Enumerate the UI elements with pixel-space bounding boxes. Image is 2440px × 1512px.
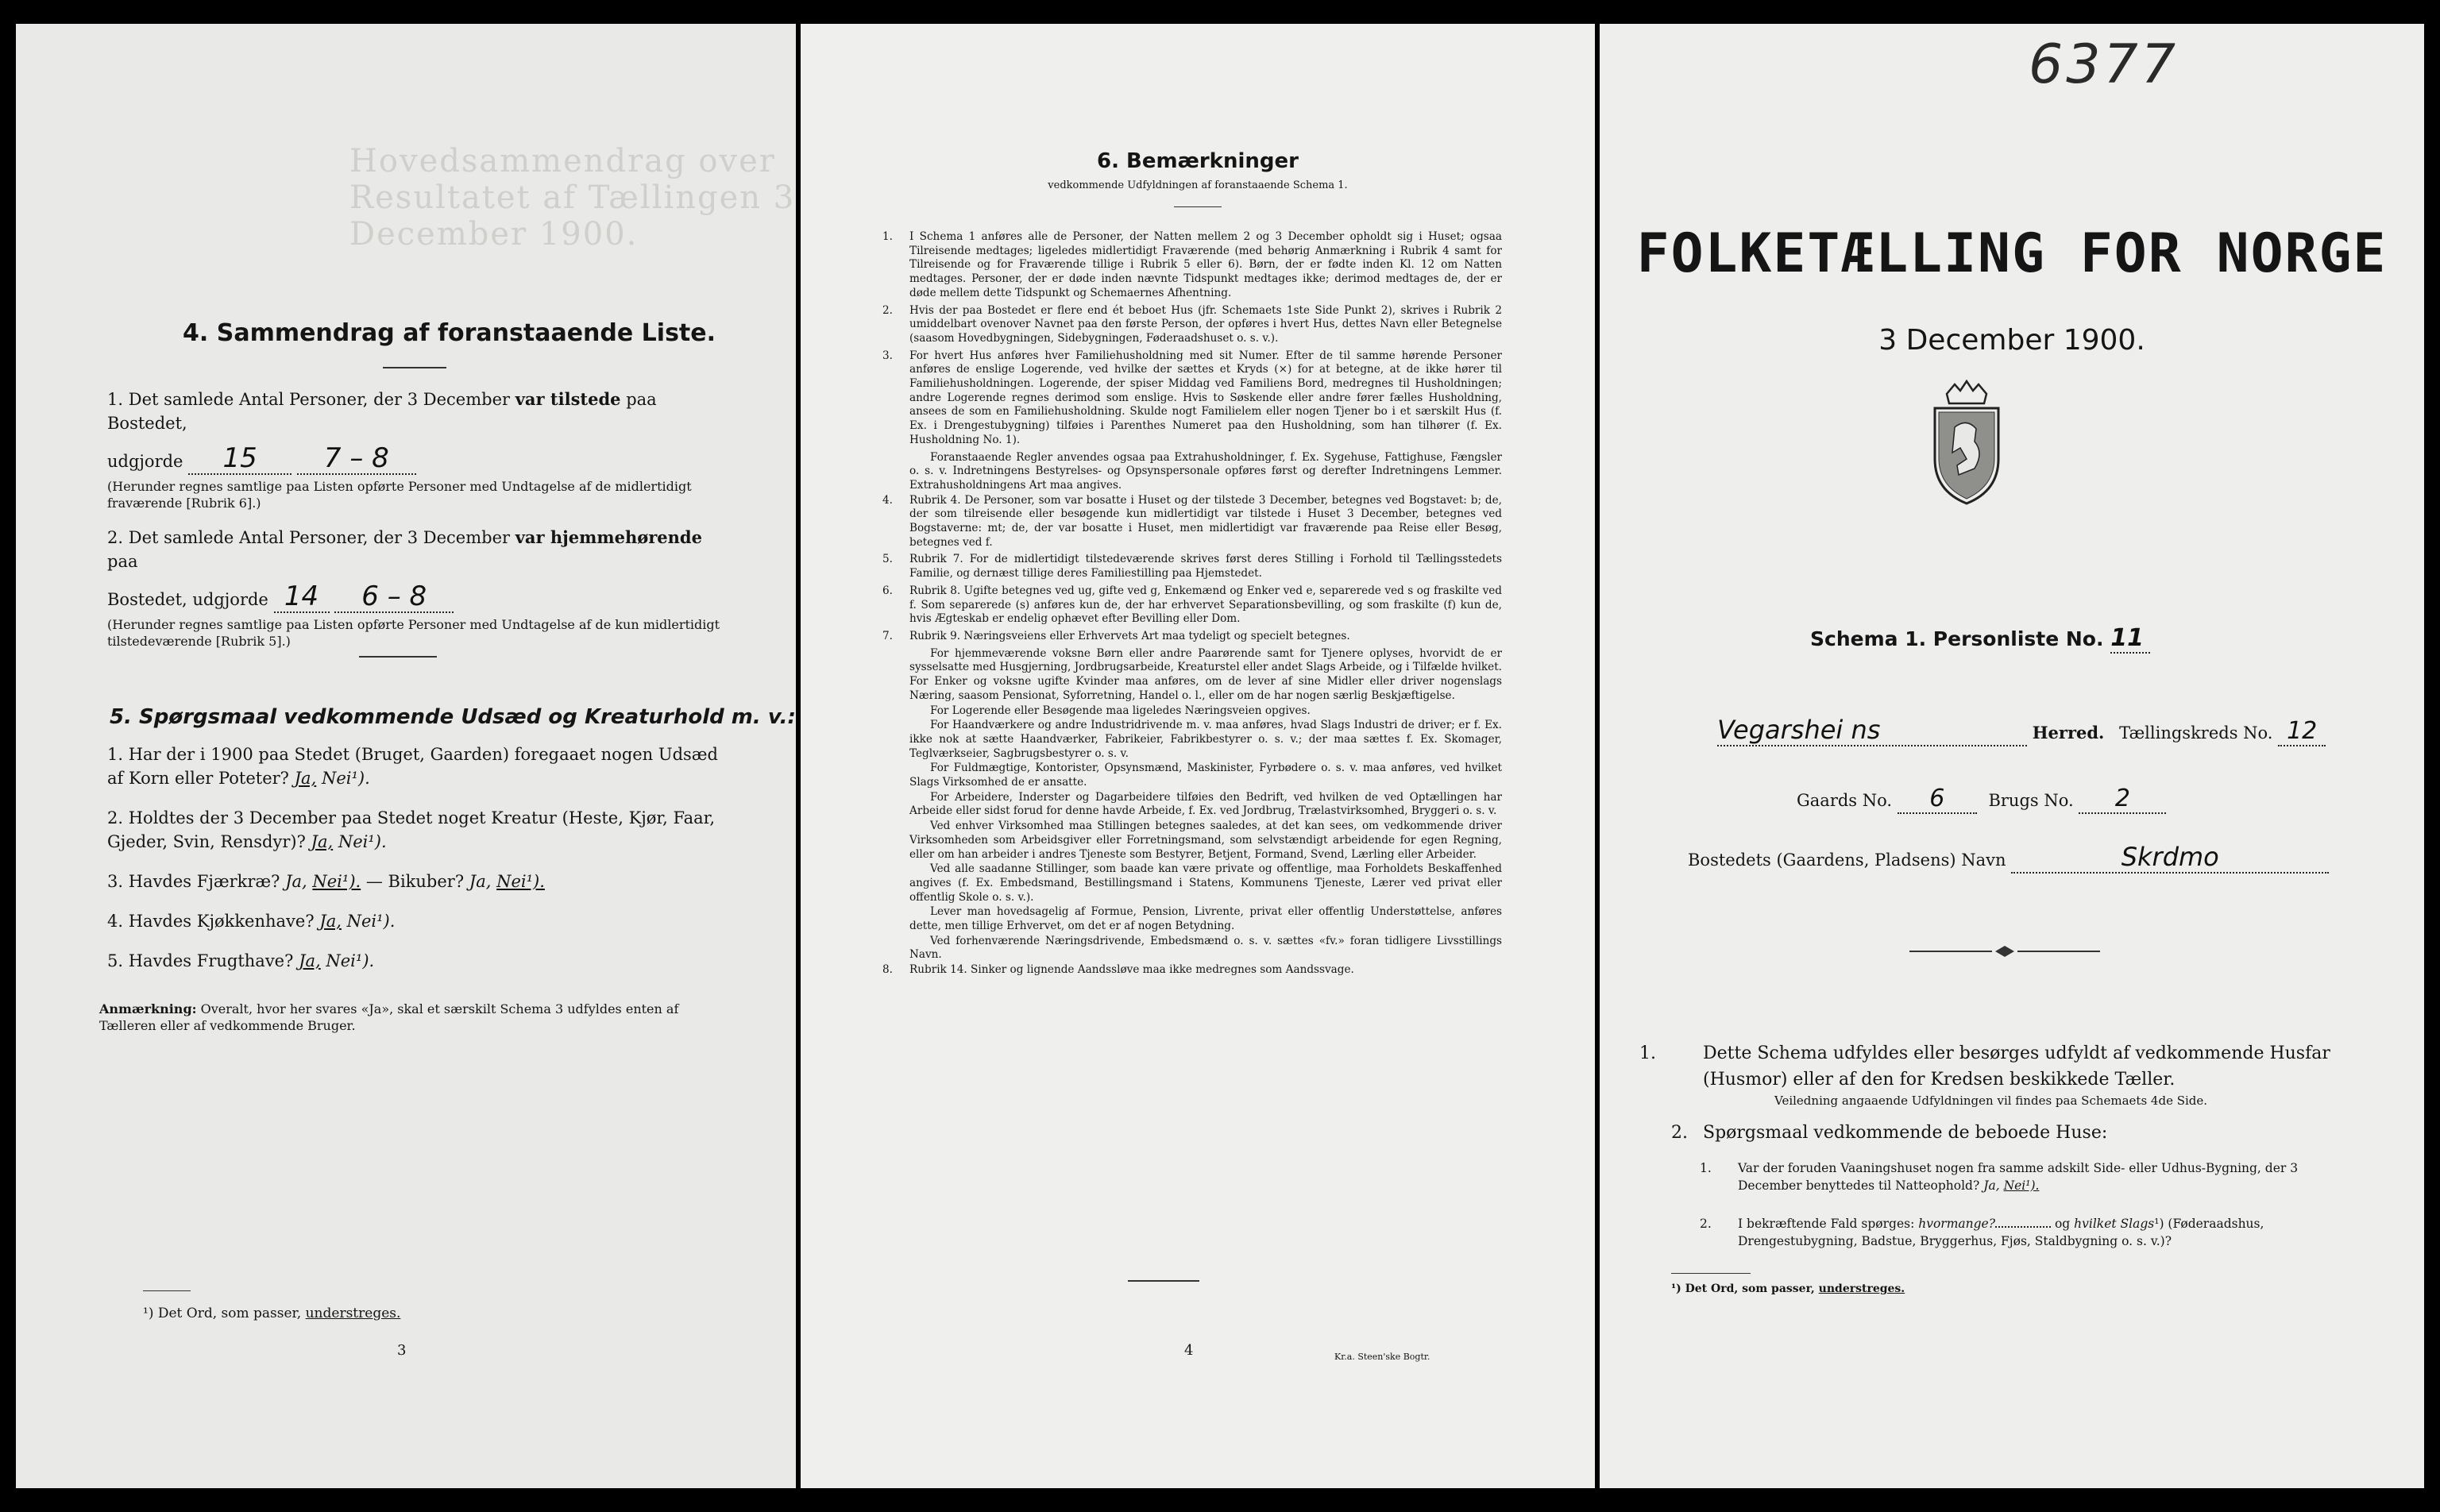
note-item (882, 494, 1502, 550)
divider (383, 367, 446, 368)
handwritten-resident-total: 14 (284, 580, 319, 612)
question-1: 1. Har der i 1900 paa Stedet (Bruget, Gaarden) foregaaet nogen Udsæd af Korn eller Poteter? Ja, Nei¹). (107, 745, 718, 788)
herred-name: Vegarshei ns (1717, 715, 1881, 745)
krets-number: 12 (2287, 717, 2318, 745)
summary-item-1-note: (Herunder regnes samtlige paa Listen opførte Personer med Undtagelse af de midlertidigt fraværende [Rubrik 6].) (107, 479, 692, 511)
note-text: Rubrik 4. De Personer, som var bosatte i Huset og der tilstede 3 December, betegnes ved Bogstavet: b; de, der som tilreisende eller besøgende kun midlertidigt var tilstede i Huset 3 December, betegnes ved Bogstaverne: mt; de, der var bosatte i Huset, men midlertidigt var fraværende paa Reise eller Besøg, betegnes ved f. (909, 493, 1502, 549)
note-number: 1. (882, 230, 893, 243)
note-text: Ved forhenværende Næringsdrivende, Embedsmænd o. s. v. sættes «fv.» foran tidligere Livsstillings Navn. (909, 934, 1502, 962)
question-3: 3. Havdes Fjærkræ? Ja, Nei¹). — Bikuber? Ja, Nei¹). (107, 872, 545, 891)
note-text: Rubrik 7. For de midlertidigt tilstedeværende skrives først deres Stilling i Forhold til Tællingsstedets Familie, og dernæst tillige deres Familiestilling paa Hjemstedet. (909, 553, 1502, 580)
footnote-divider (143, 1290, 191, 1291)
sub-question-2: 2. I bekræftende Fald spørges: hvormange? og hvilket Slags¹) (Føderaadshus, Drengestubygning, Badstue, Bryggerhus, Fjøs, Staldbygning o. s. v.)? (1700, 1217, 2264, 1248)
note-item (882, 762, 1502, 789)
note-item (882, 349, 1502, 448)
note-text: Rubrik 14. Sinker og lignende Aandssløve maa ikke medregnes som Aandssvage. (909, 963, 1354, 977)
archive-number: 6377 (2029, 33, 2179, 96)
handwritten-resident-split: 6 – 8 (361, 580, 427, 612)
ghost-bleedthrough-title: Hovedsammendrag over Resultatet af Tællingen 3 December 1900. (349, 143, 796, 253)
note-text: For Logerende eller Besøgende maa ligeledes Næringsveien opgives. (930, 704, 1311, 717)
note-item (882, 304, 1502, 346)
footnote: ¹) Det Ord, som passer, understreges. (1671, 1282, 1905, 1295)
personliste-number: 11 (2110, 624, 2144, 652)
note-item (882, 791, 1502, 819)
anmaerkning: Anmærkning: Overalt, hvor her svares «Ja», skal et særskilt Schema 3 udfyldes enten af Tælleren eller af vedkommende Bruger. (99, 1001, 679, 1033)
note-text: For hjemmeværende voksne Børn eller andre Paarørende samt for Tjenere oplyses, hvorvidt de er sysselsatte med Husgjerning, Jordbrugsarbeide, Kreaturstel eller andet Slags Arbeide, og i Tilfælde hvilket. For Enker og voksne ugifte Kvinder maa anføres, om de lever af sine Midler eller driver nogenslags Næring, saasom Pensionat, Syforretning, Handel o. l., eller om de har nogen særlig Beskjæftigelse. (909, 646, 1502, 702)
coat-of-arms-icon (1919, 380, 2014, 510)
census-date: 3 December 1900. (1878, 324, 2145, 357)
bemerkninger-title: 6. Bemærkninger (1097, 149, 1299, 173)
note-number: 2. (882, 303, 893, 317)
note-text: Hvis der paa Bostedet er flere end ét beboet Hus (jfr. Schemaets 1ste Side Punkt 2), skrives i Rubrik 2 umiddelbart ovenover Navnet paa den første Person, der opføres i hvert Hus, dettes Navn eller Betegnelse (saasom Hovedbygningen, Sidebygningen, Føderaadshuset o. s. v.). (909, 303, 1502, 345)
question-5: 5. Havdes Frugthave? Ja, Nei¹). (107, 951, 375, 970)
instruction-2: 2. Spørgsmaal vedkommende de beboede Huse: (1671, 1123, 2108, 1143)
page-right (1600, 24, 2424, 1488)
page-middle (801, 24, 1595, 1488)
note-text: Rubrik 8. Ugifte betegnes ved ug, gifte ved g, Enkemænd og Enker ved e, separerede ved s og fraskilte ved f. Som separerede (s) anføres kun de, der har erhvervet Separationsbevilling, og som fraskilte (f) kun de, hvis Ægteskab er endelig ophævet efter Bevilling eller Dom. (909, 584, 1502, 626)
note-item (882, 905, 1502, 933)
herred-line: Vegarshei ns Herred. Tællingskreds No. 12 (1717, 715, 2326, 746)
footnote-divider (1671, 1273, 1751, 1274)
note-item (882, 719, 1502, 761)
handwritten-present-split: 7 – 8 (323, 442, 389, 474)
summary-item-2: 2. Det samlede Antal Personer, der 3 December var hjemmehørende paa Bostedet, udgjorde 14 6 – 8 (Herunder regnes samtlige paa Listen opførte Personer med Undtagelse af de kun midlertidigt tilstedeværende [Rubrik 5].) (107, 526, 735, 650)
summary-item-2-note: (Herunder regnes samtlige paa Listen opførte Personer med Undtagelse af de kun midlertidigt tilstedeværende [Rubrik 5].) (107, 617, 720, 649)
instruction-notes (882, 230, 1502, 981)
note-text: Ved enhver Virksomhed maa Stillingen betegnes saaledes, at det kan sees, om vedkommende driver Virksomheden som Arbeidsgiver eller Forretningsmand, som selvstændigt arbeidende for egen Regning, eller om han arbeider i andres Tjeneste som Bestyrer, Betjent, Formand, Svend, Lærling eller Arbeider. (909, 820, 1502, 861)
instruction-1-note: Veiledning angaaende Udfyldningen vil findes paa Schemaets 4de Side. (1774, 1094, 2208, 1108)
note-item (882, 862, 1502, 904)
note-item (882, 935, 1502, 962)
page-number: 3 (397, 1342, 407, 1359)
note-item (882, 630, 1502, 644)
sub-question-1: 1. Var der foruden Vaaningshuset nogen fra samme adskilt Side- eller Udhus-Bygning, der 3 December benyttedes til Natteophold? Ja, Nei¹). (1700, 1161, 2299, 1193)
gaards-number: 6 (1929, 785, 1945, 812)
note-number: 6. (882, 584, 893, 597)
section5-title: 5. Spørgsmaal vedkommende Udsæd og Kreaturhold m. v.: (110, 705, 796, 729)
note-number: 7. (882, 629, 893, 642)
note-item (882, 553, 1502, 580)
questions-list (107, 742, 735, 973)
instruction-1: 1. Dette Schema udfyldes eller besørges udfyldt af vedkommende Husfar (Husmor) eller af den for Kredsen beskikkede Tæller. Veiledning angaaende Udfyldningen vil findes paa Schemaets 4de Side. (1671, 1040, 2351, 1109)
note-item (882, 584, 1502, 627)
page-number: 4 (1184, 1342, 1194, 1359)
schema-line: Schema 1. Personliste No. 11 (1810, 624, 2150, 654)
summary-item-1: 1. Det samlede Antal Personer, der 3 December var tilstede paa Bostedet, udgjorde 15 7 – 8 (Herunder regnes samtlige paa Listen opførte Personer med Undtagelse af de midlertidigt fraværende [Rubrik 6].) (107, 388, 735, 511)
question-4: 4. Havdes Kjøkkenhave? Ja, Nei¹). (107, 912, 396, 931)
divider (1174, 206, 1222, 207)
handwritten-present-total: 15 (222, 442, 257, 474)
note-text: For hvert Hus anføres hver Familiehusholdning med sit Numer. Efter de til samme hørende Personer anføres de enslige Logerende, ved hvilke der sættes et Kryds (×) for at betegne, at de ikke hører til Familiehusholdningen. Logerende, der spiser Middag ved Familiens Bord, medregnes til Husholdningen; andre Logerende regnes derimod som enslige. Hvis to Søskende eller andre fører fælles Husholdning, ansees de som en Familiehusholdning. Skulde nogt Familielem eller nogen Tjener bo i et særskilt Hus (f. Ex. i Drengestubygning) tilføies i Parenthes Numeret paa den Husholdning, som han tilhører (f. Ex. Husholdning No. 1). (909, 349, 1502, 446)
note-item (882, 820, 1502, 862)
ornament-divider (1909, 943, 2100, 959)
note-number: 3. (882, 349, 893, 362)
note-text: I Schema 1 anføres alle de Personer, der Natten mellem 2 og 3 December opholdt sig i Huset; ogsaa Tilreisende medtages; ligeledes midlertidigt Fraværende (med behørig Anmærkning i Rubrik 4 samt for Tilreisende og for Fraværende tillige i Rubrik 5 eller 6). Børn, der er fødte inden Kl. 12 om Natten medtages. Personer, der er døde inden nævnte Tidspunkt medtages ikke; derimod medtages de, der er døde mellem dette Tidspunkt og Schemaernes Afhentning. (909, 230, 1502, 299)
brugs-number: 2 (2114, 785, 2130, 812)
printer-mark: Kr.a. Steen'ske Bogtr. (1334, 1352, 1430, 1362)
note-item (882, 230, 1502, 301)
note-number: 5. (882, 553, 893, 566)
note-text: Rubrik 9. Næringsveiens eller Erhvervets Art maa tydeligt og specielt betegnes. (909, 629, 1350, 642)
note-text: Lever man hovedsagelig af Formue, Pension, Livrente, privat eller offentlig Understøttelse, anføres dette, men tillige Erhvervet, om det er af nogen Betydning. (909, 905, 1502, 933)
section4-title: 4. Sammendrag af foranstaaende Liste. (183, 319, 716, 347)
note-text: For Arbeidere, Inderster og Dagarbeidere tilføies den Bedrift, ved hvilken de ved Optællingen har Arbeide eller sidst forud for denne havde Arbeide, f. Ex. ved Jordbrug, Trælastvirksomhed, Bryggeri o. s. v. (909, 790, 1502, 818)
note-item (882, 704, 1502, 719)
divider (359, 656, 437, 658)
bosted-line: Bostedets (Gaardens, Pladsens) Navn Skrdmo (1688, 842, 2329, 874)
note-text: For Haandværkere og andre Industridrivende m. v. maa anføres, hvad Slags Industri de driver; er f. Ex. ikke nok at sætte Haandværker, Fabrikeier, Fabrikbestyrer o. s. v.; der maa sættes f. Ex. Skomager, Teglværkseier, Sagbrugsbestyrer o. s. v. (909, 719, 1502, 760)
footnote: ¹) Det Ord, som passer, understreges. (143, 1306, 401, 1321)
main-title: FOLKETÆLLING FOR NORGE (1636, 222, 2388, 285)
note-text: Ved alle saadanne Stillinger, som baade kan være private og offentlige, maa Forholdets Beskaffenhed angives (f. Ex. Embedsmand, Bestillingsmand i Statens, Kommunens Tjeneste, Lærer ved privat eller offentlig Skole o. s. v.). (909, 862, 1502, 904)
note-item (882, 647, 1502, 704)
note-item (882, 451, 1502, 493)
note-item (882, 963, 1502, 978)
gaards-brugs-line: Gaards No. 6 Brugs No. 2 (1797, 785, 2166, 814)
note-text: For Fuldmægtige, Kontorister, Opsynsmænd, Maskinister, Fyrbødere o. s. v. maa anføres, ved hvilket Slags Virksomhed de er ansatte. (909, 762, 1502, 789)
note-number: 8. (882, 963, 893, 977)
note-text: Foranstaaende Regler anvendes ogsaa paa Extrahusholdninger, f. Ex. Sygehuse, Fattighuse, Fængsler o. s. v. Indretningens Bestyrelses- og Opsynspersonale opføres først og derefter Indretningens Lemmer. Extrahusholdningens Art maa angives. (909, 450, 1502, 492)
divider (1128, 1280, 1199, 1282)
bemerkninger-subtitle: vedkommende Udfyldningen af foranstaaende Schema 1. (1048, 179, 1348, 191)
question-2: 2. Holdtes der 3 December paa Stedet noget Kreatur (Heste, Kjør, Faar, Gjeder, Svin, Rensdyr)? Ja, Nei¹). (107, 808, 716, 851)
page-left (16, 24, 796, 1488)
bosted-name: Skrdmo (2121, 842, 2219, 872)
note-number: 4. (882, 493, 893, 507)
